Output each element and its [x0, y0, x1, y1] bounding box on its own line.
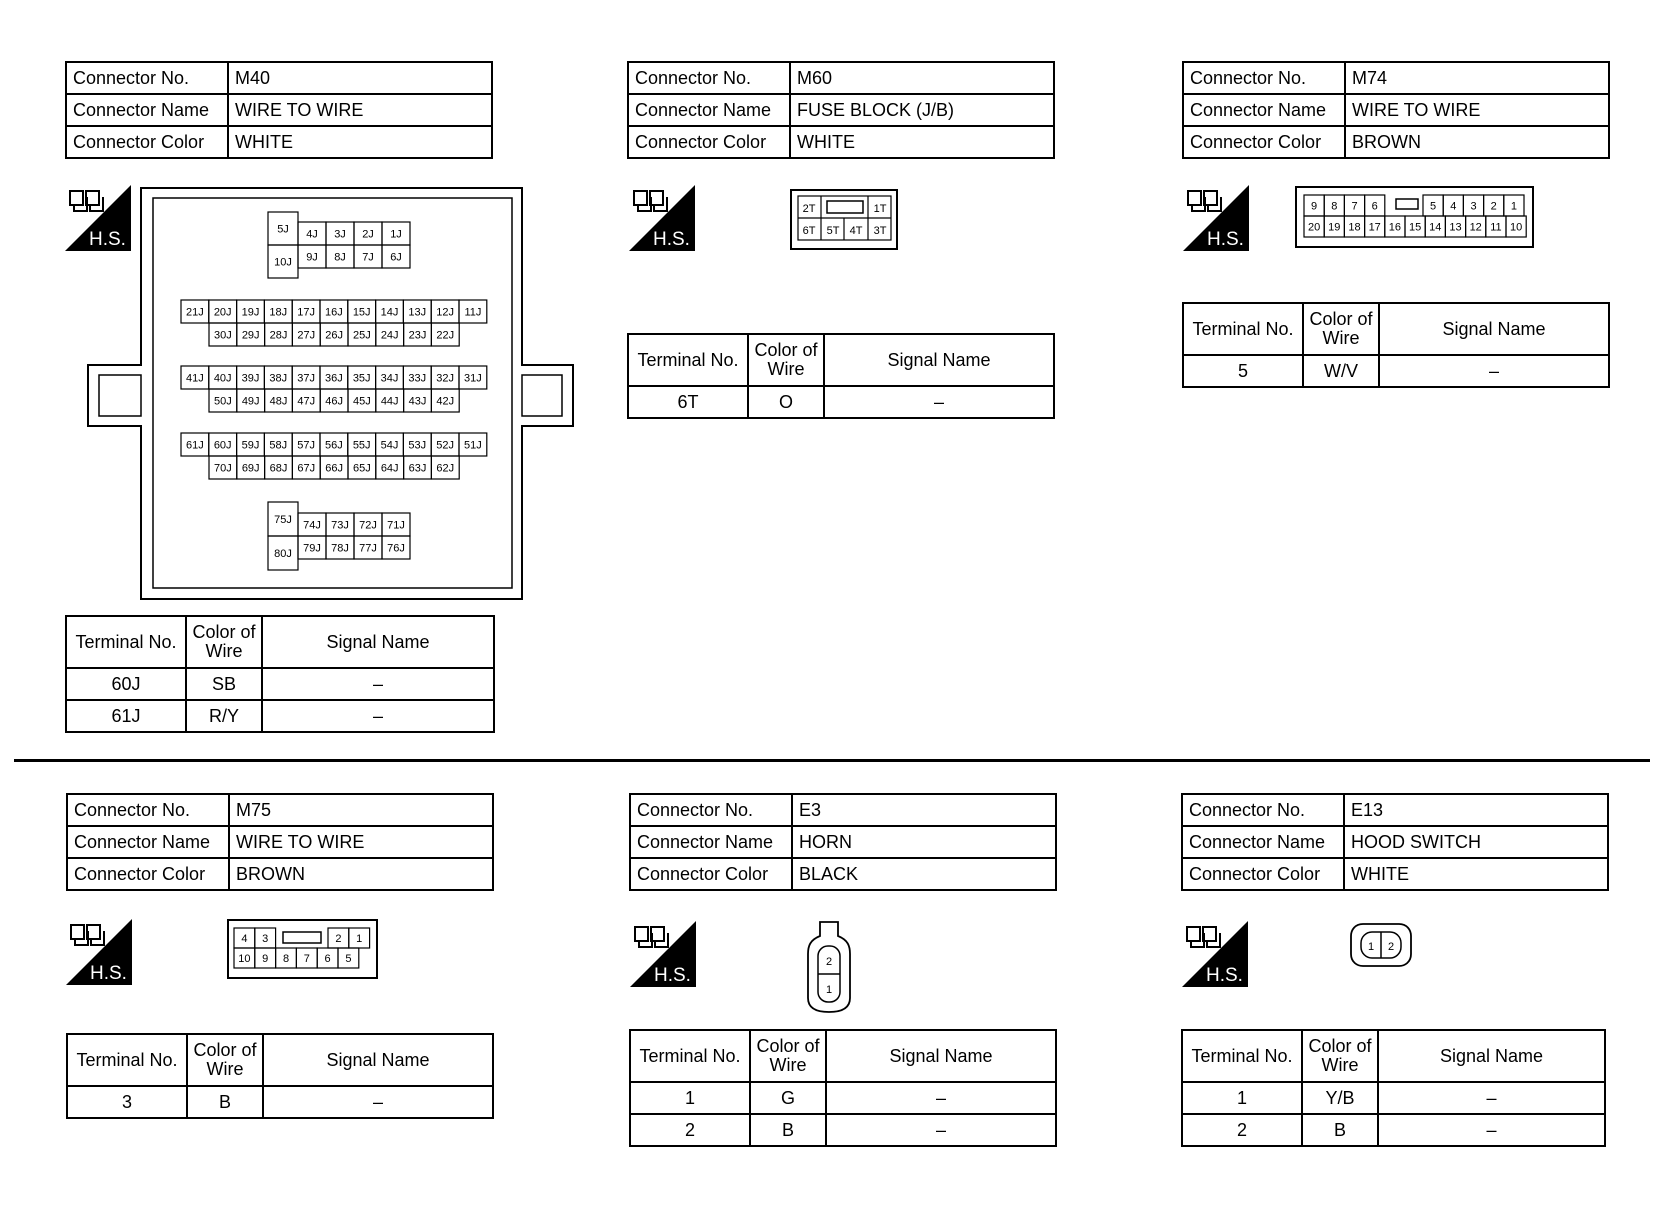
m74-connector-name: WIRE TO WIRE [1345, 94, 1609, 126]
signal-cell: – [1379, 355, 1609, 387]
signal-cell: – [824, 386, 1054, 418]
e13-connector-face [1349, 922, 1413, 968]
terminal-label: 1 [356, 933, 363, 945]
connector-name-label: Connector Name [66, 94, 228, 126]
terminal-label: 51J [464, 439, 482, 452]
color-of-wire-header [186, 616, 262, 668]
terminal-label: 23J [408, 329, 427, 342]
terminal-label: 10 [238, 953, 251, 965]
terminal-label: 49J [241, 395, 260, 408]
color-of-text: Color of [193, 1040, 257, 1060]
signal-cell: – [1378, 1114, 1605, 1146]
terminal-label: 41J [186, 372, 204, 385]
terminal-cell: 2 [1182, 1114, 1302, 1146]
m75-connector-no: M75 [229, 794, 493, 826]
m40-connector-name: WIRE TO WIRE [228, 94, 492, 126]
wire-cell: G [750, 1082, 826, 1114]
connector-name-label: Connector Name [630, 826, 792, 858]
terminal-no-header: Terminal No. [67, 1034, 187, 1086]
m75-connector-face [227, 919, 379, 981]
connector-color-label: Connector Color [1182, 858, 1344, 890]
terminal-label: 2 [1387, 941, 1395, 953]
connector-color-label: Connector Color [630, 858, 792, 890]
terminal-label: 6J [390, 251, 402, 264]
connector-no-label: Connector No. [66, 62, 228, 94]
connector-name-label: Connector Name [628, 94, 790, 126]
color-of-wire-header [1303, 303, 1379, 355]
terminal-label: 2J [362, 228, 374, 241]
terminal-label: 62J [436, 462, 455, 475]
terminal-label: 9J [306, 251, 318, 264]
terminal-label: 73J [331, 519, 349, 532]
wire-cell: W/V [1303, 355, 1379, 387]
terminal-label: 20J [213, 306, 232, 319]
color-of-wire-header [187, 1034, 263, 1086]
terminal-label: 63J [408, 462, 427, 475]
terminal-label: 10J [274, 256, 292, 269]
terminal-label: 18 [1348, 221, 1361, 234]
terminal-label: 34J [380, 372, 399, 385]
terminal-label: 61J [186, 439, 204, 452]
table-row [66, 668, 494, 700]
terminal-label: 3 [1470, 200, 1477, 213]
terminal-label: 79J [303, 542, 321, 555]
e3-hs-icon [630, 921, 696, 987]
m60-connector-name: FUSE BLOCK (J/B) [790, 94, 1054, 126]
terminal-label: 13 [1449, 221, 1462, 234]
hs-label: H.S. [1206, 965, 1243, 986]
m40-connector-no: M40 [228, 62, 492, 94]
wire-cell: B [187, 1086, 263, 1118]
terminal-label: 8 [282, 953, 290, 965]
e13-info-table [1181, 793, 1609, 891]
terminal-label: 8 [1331, 200, 1338, 213]
terminal-label: 3J [334, 228, 346, 241]
wire-cell: O [748, 386, 824, 418]
e3-connector-name: HORN [792, 826, 1056, 858]
signal-name-header: Signal Name [826, 1030, 1056, 1082]
m75-terminal-table [66, 1033, 494, 1119]
e13-connector-color: WHITE [1344, 858, 1608, 890]
terminal-label: 40J [213, 372, 232, 385]
connector-no-label: Connector No. [630, 794, 792, 826]
terminal-label: 5J [277, 223, 289, 236]
color-of-wire-header [750, 1030, 826, 1082]
terminal-label: 74J [303, 519, 321, 532]
terminal-label: 31J [464, 372, 482, 385]
wire-text: Wire [767, 359, 805, 379]
e3-terminal-table [629, 1029, 1057, 1147]
terminal-cell: 6T [628, 386, 748, 418]
color-of-text: Color of [1309, 309, 1373, 329]
terminal-label: 57J [297, 439, 315, 452]
polarization-key [1396, 199, 1418, 209]
terminal-label: 10 [1509, 221, 1523, 234]
terminal-label: 72J [359, 519, 377, 532]
wire-cell: Y/B [1302, 1082, 1378, 1114]
e13-connector-no: E13 [1344, 794, 1608, 826]
signal-cell: – [262, 700, 494, 732]
m74-connector-face [1295, 186, 1535, 250]
terminal-label: 26J [325, 329, 343, 342]
terminal-label: 71J [387, 519, 405, 532]
terminal-label: 1T [873, 203, 887, 215]
signal-name-header: Signal Name [263, 1034, 493, 1086]
table-row [628, 386, 1054, 418]
terminal-label: 2 [825, 956, 833, 968]
signal-cell: – [262, 668, 494, 700]
wire-text: Wire [769, 1055, 807, 1075]
table-row [67, 1086, 493, 1118]
terminal-label: 4 [241, 933, 248, 945]
signal-name-header: Signal Name [1379, 303, 1609, 355]
terminal-label: 37J [297, 372, 315, 385]
terminal-label: 50J [214, 395, 232, 408]
terminal-label: 36J [325, 372, 343, 385]
terminal-label: 7 [303, 953, 310, 965]
terminal-label: 56J [325, 439, 343, 452]
m40-terminal-table [65, 615, 495, 733]
terminal-label: 59J [241, 439, 260, 452]
connector-name-label: Connector Name [1182, 826, 1344, 858]
terminal-label: 69J [241, 462, 260, 475]
signal-name-header: Signal Name [1378, 1030, 1605, 1082]
table-row [1182, 1114, 1605, 1146]
terminal-cell: 60J [66, 668, 186, 700]
terminal-label: 38J [269, 372, 288, 385]
terminal-label: 65J [353, 462, 371, 475]
terminal-label: 58J [269, 439, 288, 452]
terminal-label: 45J [353, 395, 371, 408]
terminal-cell: 61J [66, 700, 186, 732]
signal-cell: – [826, 1114, 1056, 1146]
terminal-label: 25J [353, 329, 371, 342]
connector-color-label: Connector Color [1183, 126, 1345, 158]
terminal-label: 17J [297, 306, 315, 319]
terminal-label: 2 [335, 933, 342, 945]
m75-info-table [66, 793, 494, 891]
terminal-no-header: Terminal No. [1182, 1030, 1302, 1082]
terminal-label: 22J [436, 329, 455, 342]
terminal-label: 5 [345, 953, 352, 965]
e13-connector-name: HOOD SWITCH [1344, 826, 1608, 858]
terminal-label: 28J [269, 329, 288, 342]
color-of-text: Color of [756, 1036, 820, 1056]
terminal-label: 4J [306, 228, 318, 241]
terminal-label: 1 [1510, 200, 1517, 213]
terminal-label: 68J [269, 462, 288, 475]
terminal-label: 55J [352, 439, 371, 452]
terminal-label: 20 [1307, 221, 1321, 234]
terminal-label: 16J [325, 306, 343, 319]
terminal-label: 11J [464, 306, 482, 319]
m60-info-table [627, 61, 1055, 159]
m74-info-table [1182, 61, 1610, 159]
signal-cell: – [826, 1082, 1056, 1114]
signal-name-header: Signal Name [262, 616, 494, 668]
terminal-label: 80J [274, 548, 292, 560]
terminal-label: 2 [1490, 200, 1497, 213]
terminal-label: 78J [331, 542, 349, 555]
terminal-label: 21J [186, 306, 204, 319]
terminal-label: 29J [241, 329, 260, 342]
terminal-cell: 3 [67, 1086, 187, 1118]
table-row [1183, 355, 1609, 387]
terminal-cell: 5 [1183, 355, 1303, 387]
terminal-label: 12 [1469, 221, 1482, 234]
terminal-label: 7J [362, 251, 374, 264]
terminal-label: 46J [325, 395, 343, 408]
terminal-label: 19J [241, 306, 260, 319]
wire-text: Wire [1321, 1055, 1359, 1075]
color-of-text: Color of [192, 622, 256, 642]
m74-connector-no: M74 [1345, 62, 1609, 94]
terminal-label: 4T [849, 225, 863, 237]
m74-hs-icon [1183, 185, 1249, 251]
terminal-label: 77J [359, 542, 377, 555]
connector-no-label: Connector No. [628, 62, 790, 94]
m40-info-table [65, 61, 493, 159]
connector-no-label: Connector No. [67, 794, 229, 826]
terminal-label: 16 [1388, 221, 1402, 234]
terminal-label: 8J [334, 251, 346, 264]
wire-cell: B [750, 1114, 826, 1146]
terminal-label: 18J [269, 306, 288, 319]
color-of-text: Color of [1308, 1036, 1372, 1056]
terminal-label: 54J [380, 439, 399, 452]
m75-hs-icon [66, 919, 132, 985]
terminal-label: 60J [213, 439, 232, 452]
e3-info-table [629, 793, 1057, 891]
wire-cell: B [1302, 1114, 1378, 1146]
m74-connector-color: BROWN [1345, 126, 1609, 158]
m60-terminal-table [627, 333, 1055, 419]
terminal-label: 15 [1408, 221, 1422, 234]
terminal-label: 43J [408, 395, 427, 408]
terminal-label: 7 [1351, 200, 1358, 213]
m40-connector-face [85, 183, 575, 603]
terminal-label: 5T [826, 225, 840, 237]
terminal-label: 15J [352, 306, 371, 319]
table-row [630, 1082, 1056, 1114]
wire-cell: R/Y [186, 700, 262, 732]
table-row [66, 700, 494, 732]
terminal-label: 30J [214, 329, 232, 342]
terminal-cell: 2 [630, 1114, 750, 1146]
terminal-no-header: Terminal No. [628, 334, 748, 386]
terminal-label: 6 [1371, 200, 1378, 213]
terminal-label: 27J [297, 329, 316, 342]
signal-cell: – [1378, 1082, 1605, 1114]
connector-name-label: Connector Name [1183, 94, 1345, 126]
connector-no-label: Connector No. [1183, 62, 1345, 94]
color-of-wire-header [748, 334, 824, 386]
terminal-label: 9 [262, 953, 269, 965]
terminal-label: 35J [352, 372, 371, 385]
m60-connector-no: M60 [790, 62, 1054, 94]
connector-color-label: Connector Color [628, 126, 790, 158]
polarization-key [283, 932, 321, 943]
terminal-no-header: Terminal No. [630, 1030, 750, 1082]
terminal-cell: 1 [1182, 1082, 1302, 1114]
e3-connector-face [804, 920, 854, 1014]
hs-label: H.S. [654, 965, 691, 986]
e3-connector-no: E3 [792, 794, 1056, 826]
terminal-label: 19 [1328, 221, 1341, 234]
terminal-label: 53J [408, 439, 427, 452]
terminal-label: 52J [436, 439, 454, 452]
terminal-label: 39J [241, 372, 260, 385]
terminal-label: 66J [325, 462, 343, 475]
terminal-label: 75J [274, 514, 292, 526]
terminal-label: 5 [1430, 200, 1437, 213]
signal-name-header: Signal Name [824, 334, 1054, 386]
color-of-text: Color of [754, 340, 818, 360]
terminal-label: 14J [380, 306, 399, 319]
signal-cell: – [263, 1086, 493, 1118]
m60-hs-icon [629, 185, 695, 251]
terminal-label: 70J [214, 462, 232, 475]
terminal-label: 2T [802, 203, 816, 215]
terminal-label: 1J [390, 228, 402, 241]
connector-color-label: Connector Color [67, 858, 229, 890]
terminal-label: 13J [408, 306, 427, 319]
hs-label: H.S. [89, 229, 126, 250]
m74-terminal-table [1182, 302, 1610, 388]
terminal-label: 11 [1490, 221, 1502, 234]
wire-cell: SB [186, 668, 262, 700]
e13-terminal-table [1181, 1029, 1606, 1147]
wire-text: Wire [205, 641, 243, 661]
terminal-label: 48J [269, 395, 288, 408]
terminal-label: 44J [380, 395, 399, 408]
terminal-label: 42J [436, 395, 455, 408]
wire-text: Wire [1322, 328, 1360, 348]
m60-connector-color: WHITE [790, 126, 1054, 158]
terminal-label: 24J [380, 329, 399, 342]
terminal-label: 32J [436, 372, 454, 385]
terminal-label: 6T [802, 225, 816, 237]
terminal-label: 76J [387, 542, 405, 555]
connector-color-label: Connector Color [66, 126, 228, 158]
m60-connector-face [790, 189, 900, 251]
e13-hs-icon [1182, 921, 1248, 987]
m75-connector-color: BROWN [229, 858, 493, 890]
terminal-label: 64J [380, 462, 399, 475]
terminal-label: 33J [408, 372, 427, 385]
wire-text: Wire [206, 1059, 244, 1079]
terminal-no-header: Terminal No. [1183, 303, 1303, 355]
m40-connector-color: WHITE [228, 126, 492, 158]
table-row [630, 1114, 1056, 1146]
color-of-wire-header [1302, 1030, 1378, 1082]
terminal-label: 17 [1368, 221, 1381, 234]
terminal-label: 4 [1450, 200, 1457, 213]
terminal-cell: 1 [630, 1082, 750, 1114]
hs-label: H.S. [1207, 229, 1244, 250]
hs-label: H.S. [653, 229, 690, 250]
terminal-label: 3 [262, 933, 269, 945]
terminal-label: 12J [436, 306, 454, 319]
terminal-no-header: Terminal No. [66, 616, 186, 668]
connector-name-label: Connector Name [67, 826, 229, 858]
section-divider [14, 759, 1650, 762]
terminal-label: 14 [1429, 221, 1442, 234]
hs-label: H.S. [90, 963, 127, 984]
terminal-label: 6 [324, 953, 331, 965]
table-row [1182, 1082, 1605, 1114]
terminal-label: 47J [297, 395, 316, 408]
e3-connector-color: BLACK [792, 858, 1056, 890]
terminal-label: 3T [873, 225, 887, 237]
terminal-label: 9 [1311, 200, 1318, 213]
m75-connector-name: WIRE TO WIRE [229, 826, 493, 858]
terminal-label: 1 [1367, 941, 1375, 953]
terminal-label: 67J [297, 462, 316, 475]
terminal-label: 1 [825, 984, 833, 996]
connector-no-label: Connector No. [1182, 794, 1344, 826]
